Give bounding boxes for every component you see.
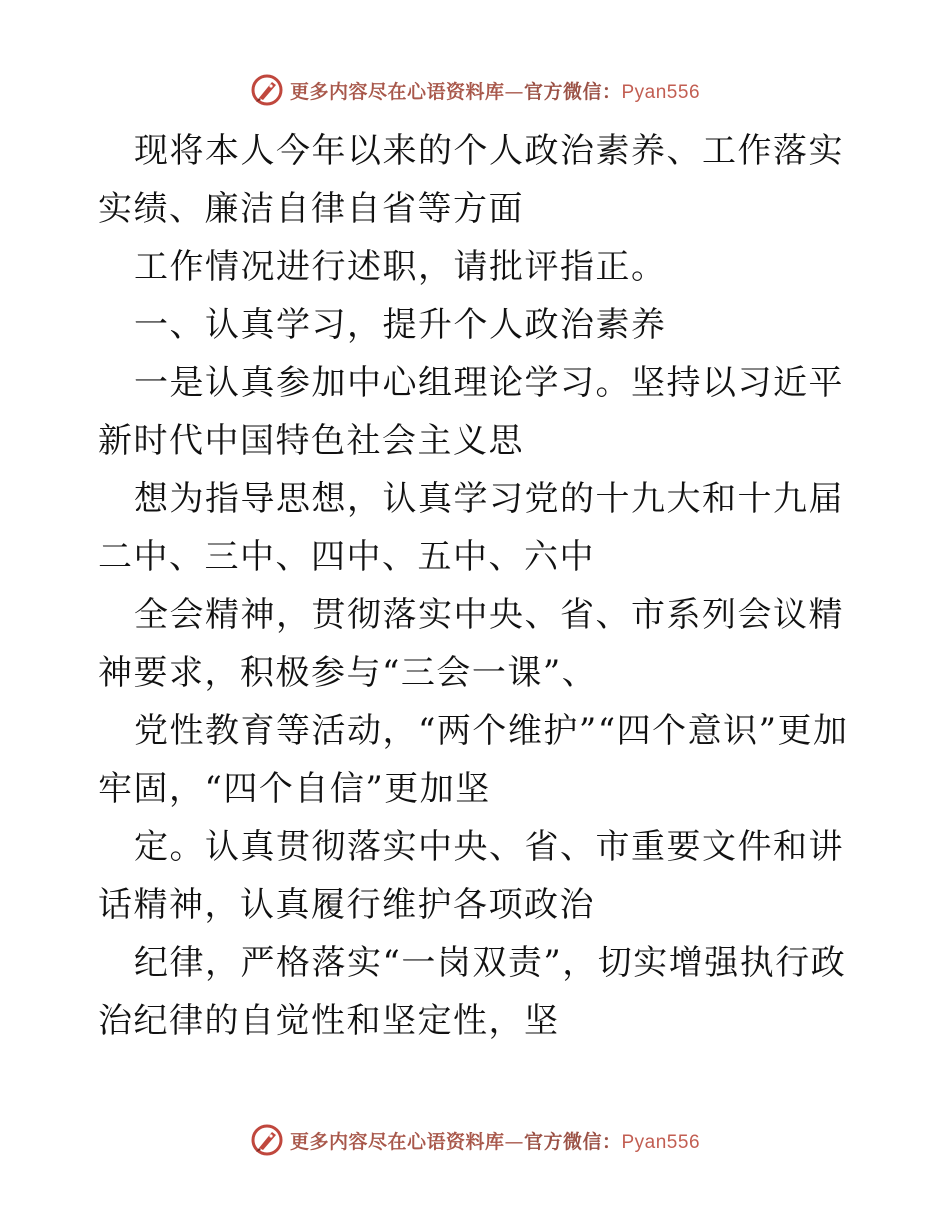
pen-nib-logo-icon: [250, 73, 284, 107]
paragraph-4: 想为指导思想，认真学习党的十九大和十九届二中、三中、四中、五中、六中: [98, 479, 844, 577]
paragraph-5: 全会精神，贯彻落实中央、省、市系列会议精神要求，积极参与“三会一课”、: [98, 595, 844, 693]
header-banner-main: 更多内容尽在心语资料库: [289, 80, 505, 103]
paragraph-6: 党性教育等活动，“两个维护”“四个意识”更加牢固，“四个自信”更加坚: [98, 711, 849, 809]
header-banner-label: 官方微信：: [523, 80, 622, 103]
footer-banner: [0, 1118, 950, 1162]
footer-banner-main: 更多内容尽在心语资料库: [289, 1130, 505, 1153]
paragraph-8: 纪律，严格落实“一岗双责”，切实增强执行政治纪律的自觉性和坚定性，坚: [98, 943, 847, 1041]
paragraph-3: 一是认真参加中心组理论学习。坚持以习近平新时代中国特色社会主义思: [98, 363, 844, 461]
paragraph-1: 现将本人今年以来的个人政治素养、工作落实实绩、廉洁自律自省等方面: [98, 131, 844, 229]
header-banner-id: Pyan556: [621, 81, 701, 103]
pen-nib-logo-icon: [250, 1123, 284, 1157]
footer-banner-label: 官方微信：: [523, 1130, 622, 1153]
header-banner-dash: —: [504, 80, 524, 103]
footer-banner-text: [290, 1127, 700, 1154]
footer-banner-dash: —: [504, 1130, 524, 1153]
section-heading-1: 一、认真学习，提升个人政治素养: [134, 305, 667, 345]
footer-banner-id: Pyan556: [621, 1131, 701, 1153]
paragraph-7: 定。认真贯彻落实中央、省、市重要文件和讲话精神，认真履行维护各项政治: [98, 827, 844, 925]
header-banner: [0, 68, 950, 112]
document-body: [98, 122, 858, 1050]
header-banner-text: [290, 77, 700, 104]
paragraph-2: 工作情况进行述职，请批评指正。: [134, 247, 667, 287]
